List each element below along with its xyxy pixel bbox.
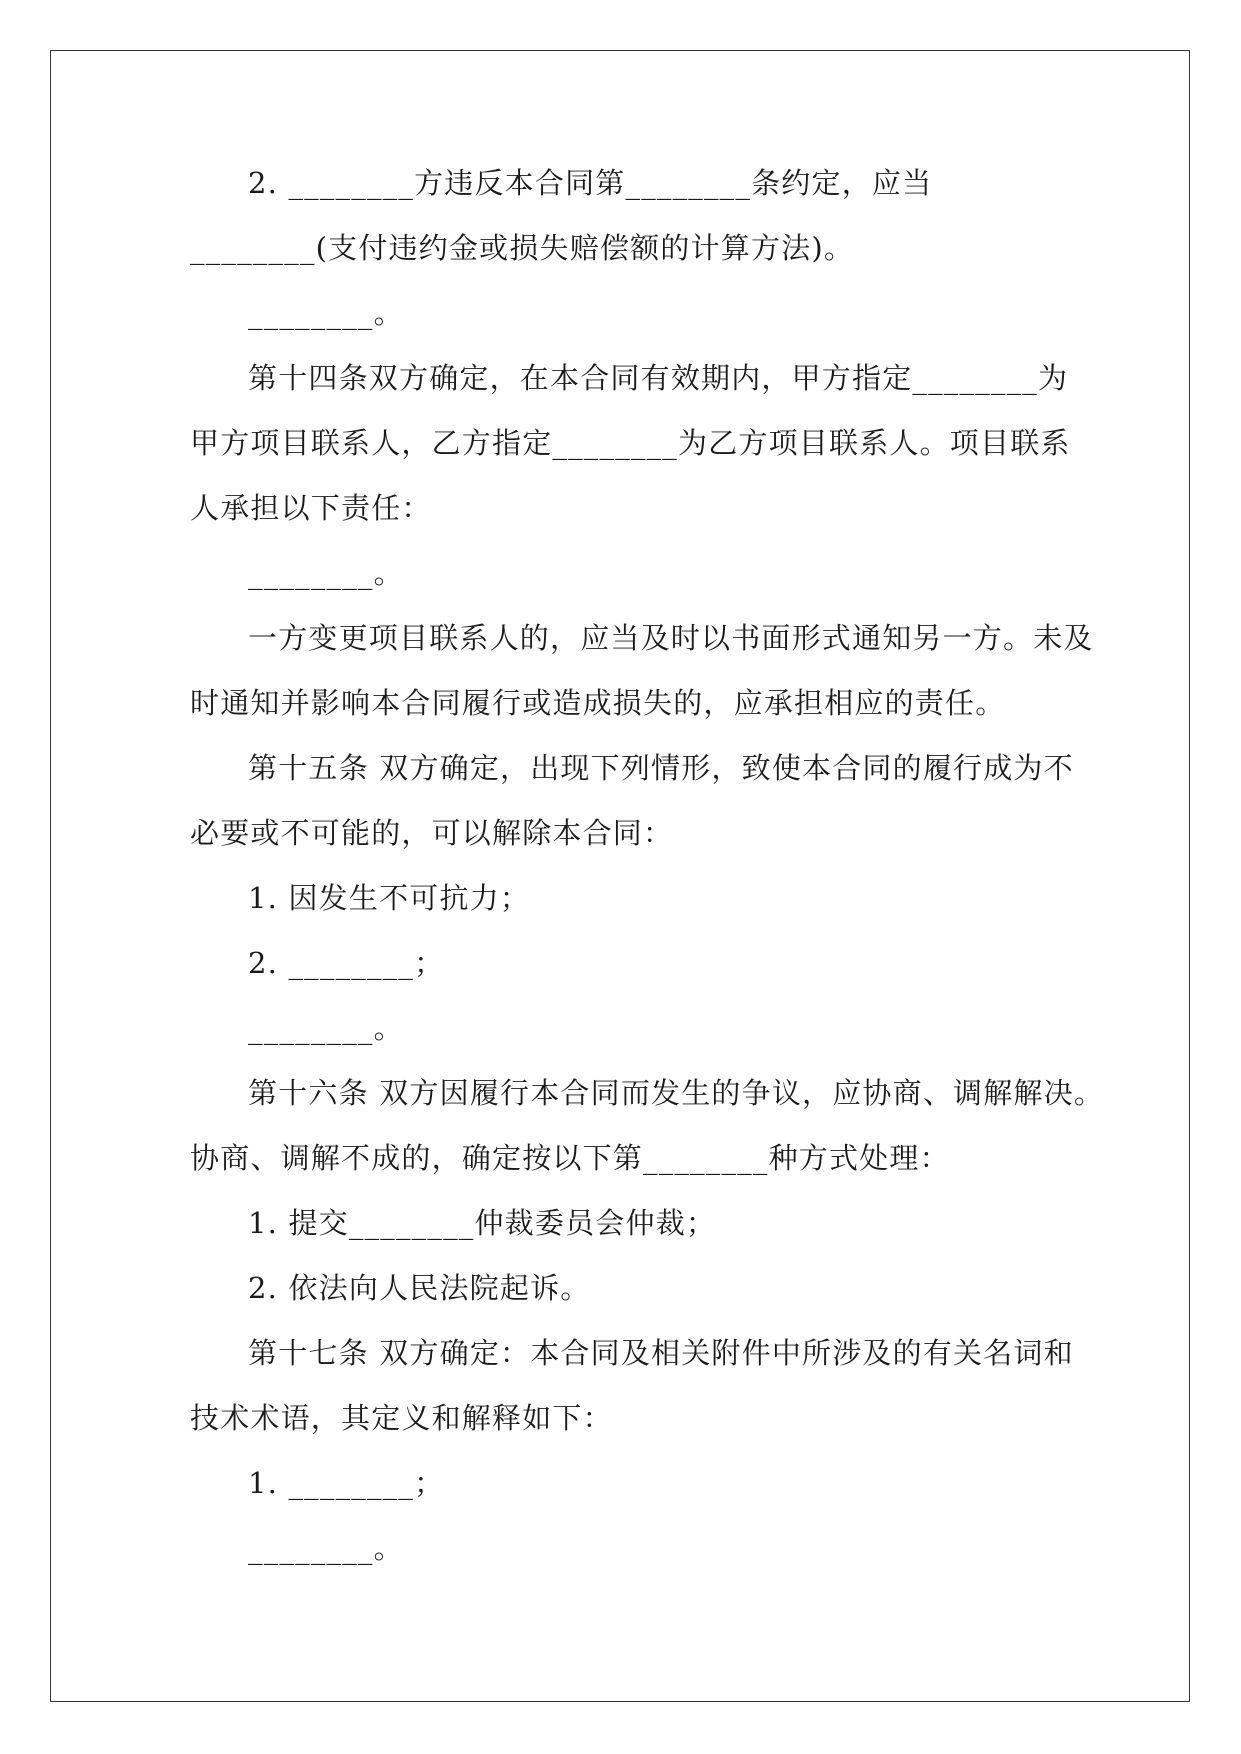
text-line: 1. 因发生不可抗力； <box>248 881 531 915</box>
text-line: 协商、调解不成的，确定按以下第________种方式处理： <box>190 1141 950 1175</box>
text-line: ________(支付违约金或损失赔偿额的计算方法)。 <box>190 231 855 265</box>
text-line: 一方变更项目联系人的，应当及时以书面形式通知另一方。未及 <box>248 621 1094 655</box>
text-line: 2. ________方违反本合同第________条约定，应当 <box>248 166 933 200</box>
text-line: 1. 提交________仲裁委员会仲裁； <box>248 1206 717 1240</box>
text-line: 2. 依法向人民法院起诉。 <box>248 1271 591 1305</box>
text-line: 技术术语，其定义和解释如下： <box>190 1401 613 1435</box>
text-line: ________。 <box>248 1531 404 1565</box>
text-line: ________。 <box>248 556 404 590</box>
text-line: 必要或不可能的，可以解除本合同： <box>190 816 674 850</box>
text-line: 人承担以下责任： <box>190 491 432 525</box>
text-line: 第十五条 双方确定，出现下列情形，致使本合同的履行成为不 <box>248 751 1074 785</box>
text-line: ________。 <box>248 296 404 330</box>
text-line: ________。 <box>248 1011 404 1045</box>
text-line: 第十七条 双方确定：本合同及相关附件中所涉及的有关名词和 <box>248 1336 1074 1370</box>
text-line: 2. ________； <box>248 946 445 980</box>
text-line: 第十六条 双方因履行本合同而发生的争议，应协商、调解解决。 <box>248 1076 1105 1110</box>
page-border <box>50 50 1190 1702</box>
text-line: 第十四条双方确定，在本合同有效期内，甲方指定________为 <box>248 361 1069 395</box>
text-line: 1. ________； <box>248 1466 445 1500</box>
text-line: 时通知并影响本合同履行或造成损失的，应承担相应的责任。 <box>190 686 1006 720</box>
text-line: 甲方项目联系人，乙方指定________为乙方项目联系人。项目联系 <box>190 426 1071 460</box>
